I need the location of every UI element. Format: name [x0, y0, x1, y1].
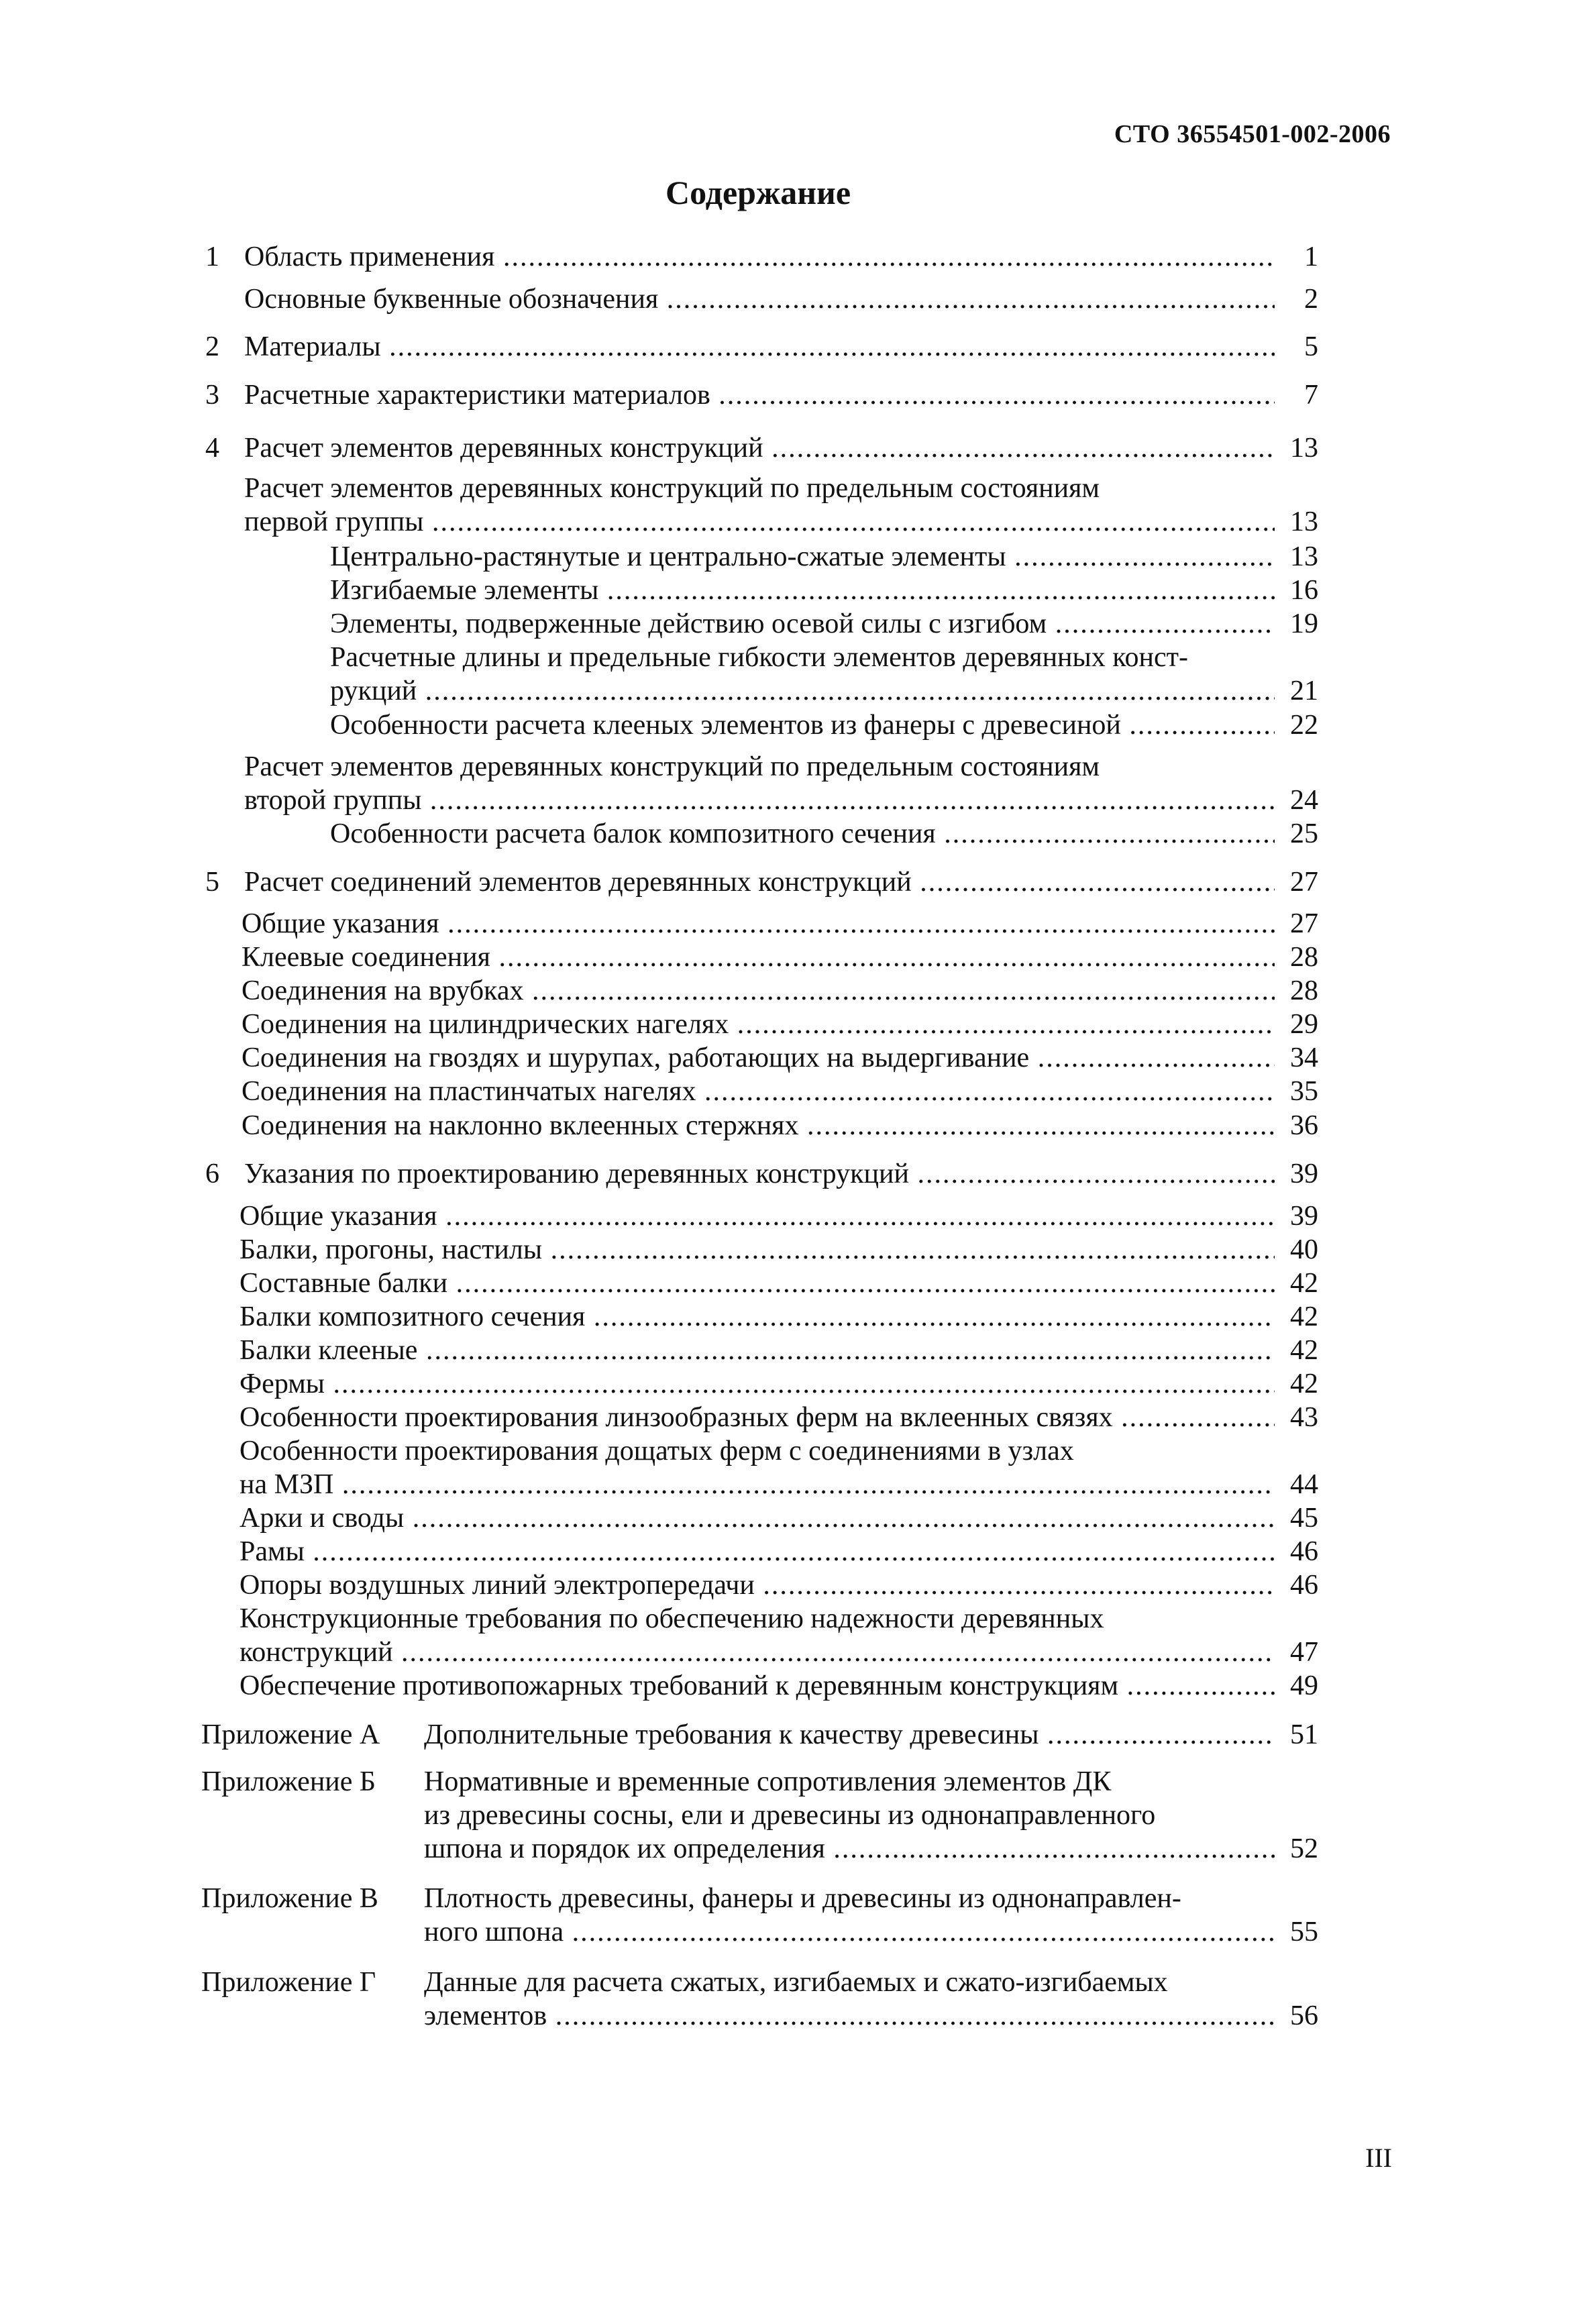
toc-entry	[0, 1041, 1596, 1075]
toc-page-number: 28	[1283, 941, 1318, 974]
toc-entry	[0, 1602, 1596, 1636]
toc-entry-title[interactable]: Материалы .....	[244, 330, 1275, 364]
toc-entry-title[interactable]: Опоры воздушных линий электропередачи .....	[240, 1568, 1275, 1602]
toc-entry-title[interactable]: Особенности расчета клееных элементов из фанеры с древесиной .....	[330, 708, 1275, 742]
toc-entry	[0, 1109, 1596, 1142]
toc-entry	[0, 1334, 1596, 1367]
toc-page-number: 21	[1283, 674, 1318, 708]
document-code: СТО 36554501-002-2006	[1114, 120, 1391, 148]
toc-entry	[0, 1199, 1596, 1233]
toc-entry-title[interactable]: Расчетные длины и предельные гибкости элементов деревянных конст-	[330, 642, 1188, 673]
toc-entry	[0, 282, 1596, 316]
toc-entry	[0, 431, 1596, 465]
toc-page-number: 46	[1283, 1535, 1318, 1568]
toc-entry	[0, 1799, 1596, 1832]
toc-page-number: 1	[1297, 240, 1318, 274]
toc-entry	[0, 1157, 1596, 1191]
toc-entry	[0, 1468, 1596, 1501]
toc-entry	[0, 1434, 1596, 1468]
toc-entry-title[interactable]: Составные балки .....	[240, 1267, 1275, 1300]
toc-entry-title[interactable]: шпона и порядок их определения .....	[424, 1832, 1275, 1866]
toc-entry	[0, 784, 1596, 817]
toc-entry-title[interactable]: Нормативные и временные сопротивления элементов ДК	[424, 1766, 1112, 1797]
toc-page-number: 40	[1283, 1233, 1318, 1267]
toc-entry-title[interactable]: второй группы .....	[244, 784, 1275, 817]
toc-page-number: 46	[1283, 1568, 1318, 1602]
toc-entry	[0, 1636, 1596, 1669]
toc-entry	[0, 472, 1596, 505]
toc-page-number: 42	[1283, 1267, 1318, 1300]
toc-entry-title[interactable]: на МЗП .....	[240, 1468, 1275, 1501]
toc-entry	[0, 330, 1596, 364]
toc-page-number: 47	[1283, 1636, 1318, 1669]
toc-page-number: 2	[1297, 282, 1318, 316]
toc-entry-title[interactable]: Основные буквенные обозначения .....	[244, 282, 1275, 316]
toc-entry-title[interactable]: Соединения на гвоздях и шурупах, работающих на выдергивание .....	[242, 1041, 1275, 1075]
toc-entry-title[interactable]: Особенности проектирования дощатых ферм с соединениями в узлах	[240, 1436, 1074, 1466]
toc-entry-title[interactable]: ного шпона .....	[424, 1915, 1275, 1949]
toc-page-number: 35	[1283, 1075, 1318, 1108]
toc-page-number: 34	[1283, 1041, 1318, 1075]
toc-entry-title[interactable]: Арки и своды .....	[240, 1501, 1275, 1535]
toc-page-number: 36	[1283, 1109, 1318, 1142]
toc-page-number: 7	[1297, 378, 1318, 412]
toc-entry	[0, 1008, 1596, 1041]
toc-entry-title[interactable]: Особенности проектирования линзообразных ферм на вклеенных связях .....	[240, 1401, 1275, 1434]
toc-entry-title[interactable]: Изгибаемые элементы .....	[330, 574, 1275, 607]
toc-page-number: 52	[1283, 1832, 1318, 1866]
section-number: 6	[205, 1159, 219, 1189]
toc-page-number: 27	[1283, 865, 1318, 899]
toc-entry	[0, 505, 1596, 539]
toc-page-number: 27	[1283, 907, 1318, 941]
toc-page-number: 25	[1283, 817, 1318, 851]
toc-page-number: 49	[1283, 1669, 1318, 1703]
toc-page-number: 43	[1283, 1401, 1318, 1434]
toc-entry-title[interactable]: первой группы .....	[244, 505, 1275, 539]
toc-entry-title[interactable]: Область применения .....	[244, 240, 1275, 274]
toc-page-number: 45	[1283, 1501, 1318, 1535]
section-number: 4	[205, 433, 219, 464]
toc-page-number: 19	[1283, 607, 1318, 641]
toc-page-number: 39	[1283, 1199, 1318, 1233]
toc-entry	[0, 941, 1596, 974]
section-number: 5	[205, 867, 219, 898]
toc-entry	[0, 1267, 1596, 1300]
toc-page-number: 29	[1283, 1008, 1318, 1041]
toc-entry	[0, 1501, 1596, 1535]
appendix-label: Приложение Б	[201, 1766, 376, 1797]
toc-entry-title[interactable]: Указания по проектированию деревянных конструкций .....	[244, 1157, 1275, 1191]
section-number: 3	[205, 380, 219, 411]
toc-entry	[0, 1568, 1596, 1602]
toc-entry-title[interactable]: Центрально-растянутые и центрально-сжатые элементы .....	[330, 540, 1275, 574]
section-number: 1	[205, 242, 219, 272]
toc-entry-title[interactable]: рукций .....	[330, 674, 1275, 708]
toc-entry	[0, 641, 1596, 674]
toc-entry-title[interactable]: из древесины сосны, ели и древесины из однонаправленного	[424, 1800, 1156, 1831]
toc-entry-title[interactable]: Соединения на врубках .....	[242, 974, 1275, 1008]
toc-entry-title[interactable]: Общие указания .....	[240, 1199, 1275, 1233]
toc-entry-title[interactable]: Клеевые соединения .....	[242, 941, 1275, 974]
toc-page-number: 39	[1283, 1157, 1318, 1191]
toc-page-number: 13	[1283, 431, 1318, 465]
toc-entry	[0, 750, 1596, 784]
toc-entry	[0, 1999, 1596, 2033]
toc-page-number: 24	[1283, 784, 1318, 817]
toc-page-number: 13	[1283, 505, 1318, 539]
toc-page-number: 5	[1297, 330, 1318, 364]
toc-entry	[0, 865, 1596, 899]
toc-entry	[0, 607, 1596, 641]
page-number: III	[1365, 2143, 1392, 2173]
toc-page-number: 22	[1283, 708, 1318, 742]
toc-page-number: 13	[1283, 540, 1318, 574]
toc-entry-title[interactable]: Особенности расчета балок композитного сечения .....	[330, 817, 1275, 851]
toc-page-number: 44	[1283, 1468, 1318, 1501]
page-title: Содержание	[665, 174, 851, 211]
toc-entry	[0, 1832, 1596, 1866]
toc-entry	[0, 240, 1596, 274]
toc-entry	[0, 708, 1596, 742]
toc-entry-title[interactable]: Расчет элементов деревянных конструкций по предельным состояниям	[244, 473, 1100, 504]
appendix-label: Приложение Г	[201, 1967, 376, 1998]
toc-entry-title[interactable]: Балки, прогоны, настилы .....	[240, 1233, 1275, 1267]
toc-entry	[0, 1718, 1596, 1752]
toc-page-number: 28	[1283, 974, 1318, 1008]
toc-page-number: 42	[1283, 1367, 1318, 1401]
toc-entry-title[interactable]: Конструкционные требования по обеспечению надежности деревянных	[240, 1603, 1104, 1634]
toc-entry	[0, 1669, 1596, 1703]
toc-entry	[0, 1367, 1596, 1401]
toc-page-number: 56	[1283, 1999, 1318, 2033]
toc-entry	[0, 1966, 1596, 1999]
toc-entry-title[interactable]: элементов .....	[424, 1999, 1275, 2033]
section-number: 2	[205, 331, 219, 362]
toc-entry-title[interactable]: Соединения на пластинчатых нагелях .....	[242, 1075, 1275, 1108]
toc-entry	[0, 1233, 1596, 1267]
toc-entry-title[interactable]: Расчет соединений элементов деревянных конструкций .....	[244, 865, 1275, 899]
toc-entry	[0, 1765, 1596, 1799]
toc-entry-title[interactable]: Соединения на наклонно вклеенных стержнях .....	[242, 1109, 1275, 1142]
toc-entry	[0, 974, 1596, 1008]
toc-entry	[0, 674, 1596, 708]
toc-entry	[0, 1915, 1596, 1949]
toc-entry-title[interactable]: Рамы .....	[240, 1535, 1275, 1568]
toc-page-number: 51	[1283, 1718, 1318, 1752]
toc-entry	[0, 1075, 1596, 1108]
toc-entry-title[interactable]: Балки композитного сечения .....	[240, 1300, 1275, 1334]
toc-entry	[0, 907, 1596, 941]
toc-page-number: 16	[1283, 574, 1318, 607]
toc-entry-title[interactable]: Расчет элементов деревянных конструкций .....	[244, 431, 1275, 465]
toc-entry-title[interactable]: Элементы, подверженные действию осевой силы с изгибом .....	[330, 607, 1275, 641]
appendix-label: Приложение В	[201, 1883, 378, 1914]
toc-entry-title[interactable]: Общие указания .....	[242, 907, 1275, 941]
toc-entry	[0, 1882, 1596, 1915]
appendix-label: Приложение А	[201, 1719, 380, 1750]
toc-entry-title[interactable]: Расчетные характеристики материалов .....	[244, 378, 1275, 412]
toc-entry	[0, 574, 1596, 607]
toc-entry	[0, 817, 1596, 851]
toc-entry-title[interactable]: Дополнительные требования к качеству древесины .....	[424, 1718, 1275, 1752]
toc-page-number: 55	[1283, 1915, 1318, 1949]
toc-entry	[0, 378, 1596, 412]
toc-entry	[0, 1535, 1596, 1568]
toc-entry-title[interactable]: Балки клееные .....	[240, 1334, 1275, 1367]
toc-page-number: 42	[1283, 1300, 1318, 1334]
toc-entry-title[interactable]: Плотность древесины, фанеры и древесины из однонаправлен-	[424, 1883, 1181, 1914]
toc-entry	[0, 1401, 1596, 1434]
toc-page-number: 42	[1283, 1334, 1318, 1367]
toc-entry-title[interactable]: Соединения на цилиндрических нагелях .....	[242, 1008, 1275, 1041]
toc-entry-title[interactable]: конструкций .....	[240, 1636, 1275, 1669]
toc-entry-title[interactable]: Расчет элементов деревянных конструкций по предельным состояниям	[244, 751, 1100, 782]
toc-entry-title[interactable]: Фермы .....	[240, 1367, 1275, 1401]
toc-entry-title[interactable]: Данные для расчета сжатых, изгибаемых и сжато-изгибаемых	[424, 1967, 1168, 1998]
toc-entry	[0, 540, 1596, 574]
toc-entry	[0, 1300, 1596, 1334]
toc-entry-title[interactable]: Обеспечение противопожарных требований к деревянным конструкциям .....	[240, 1669, 1275, 1703]
